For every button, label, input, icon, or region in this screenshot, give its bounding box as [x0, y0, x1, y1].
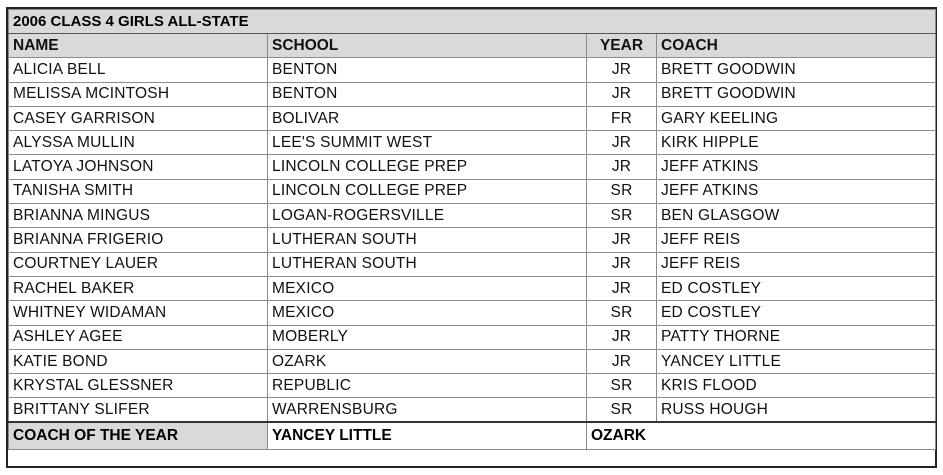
cell-year: FR	[587, 106, 657, 130]
cell-year: JR	[587, 131, 657, 155]
cell-coach: BEN GLASGOW	[657, 204, 936, 228]
table-title: 2006 CLASS 4 GIRLS ALL-STATE	[9, 10, 936, 34]
cell-coach: JEFF REIS	[657, 252, 936, 276]
cell-year: JR	[587, 82, 657, 106]
cell-year: JR	[587, 58, 657, 82]
cell-name: CASEY GARRISON	[9, 106, 268, 130]
cell-name: RACHEL BAKER	[9, 276, 268, 300]
cell-coach: YANCEY LITTLE	[657, 349, 936, 373]
table-row	[9, 325, 936, 349]
cell-name: KRYSTAL GLESSNER	[9, 374, 268, 398]
table-row	[9, 106, 936, 130]
cell-name: MELISSA MCINTOSH	[9, 82, 268, 106]
table-row	[9, 228, 936, 252]
cell-coach: JEFF REIS	[657, 228, 936, 252]
cell-school: LEE'S SUMMIT WEST	[268, 131, 587, 155]
cell-year: SR	[587, 179, 657, 203]
coach-of-year-label: COACH OF THE YEAR	[9, 422, 268, 449]
table-row	[9, 179, 936, 203]
cell-coach: JEFF ATKINS	[657, 155, 936, 179]
cell-year: JR	[587, 155, 657, 179]
cell-name: COURTNEY LAUER	[9, 252, 268, 276]
cell-school: MEXICO	[268, 301, 587, 325]
cell-year: JR	[587, 349, 657, 373]
table-row	[9, 58, 936, 82]
cell-year: SR	[587, 204, 657, 228]
cell-school: LOGAN-ROGERSVILLE	[268, 204, 587, 228]
cell-year: JR	[587, 276, 657, 300]
table-row	[9, 131, 936, 155]
cell-name: BRIANNA MINGUS	[9, 204, 268, 228]
cell-name: LATOYA JOHNSON	[9, 155, 268, 179]
cell-coach: ED COSTLEY	[657, 276, 936, 300]
header-row	[9, 34, 936, 58]
coach-of-year-row	[9, 422, 936, 449]
table-row	[9, 301, 936, 325]
table-row	[9, 155, 936, 179]
cell-coach: BRETT GOODWIN	[657, 82, 936, 106]
cell-coach: GARY KEELING	[657, 106, 936, 130]
cell-coach: KRIS FLOOD	[657, 374, 936, 398]
cell-year: JR	[587, 252, 657, 276]
all-state-table	[8, 9, 936, 450]
cell-coach: KIRK HIPPLE	[657, 131, 936, 155]
cell-school: LUTHERAN SOUTH	[268, 252, 587, 276]
table-row	[9, 349, 936, 373]
cell-year: JR	[587, 325, 657, 349]
cell-year: SR	[587, 398, 657, 422]
cell-name: WHITNEY WIDAMAN	[9, 301, 268, 325]
header-year: YEAR	[587, 34, 657, 58]
cell-school: BENTON	[268, 82, 587, 106]
cell-school: LINCOLN COLLEGE PREP	[268, 155, 587, 179]
cell-name: BRITTANY SLIFER	[9, 398, 268, 422]
header-name: NAME	[9, 34, 268, 58]
cell-school: MOBERLY	[268, 325, 587, 349]
table-row	[9, 82, 936, 106]
cell-name: BRIANNA FRIGERIO	[9, 228, 268, 252]
cell-school: BOLIVAR	[268, 106, 587, 130]
table-row	[9, 374, 936, 398]
cell-coach: PATTY THORNE	[657, 325, 936, 349]
cell-name: ALICIA BELL	[9, 58, 268, 82]
cell-name: ASHLEY AGEE	[9, 325, 268, 349]
cell-name: KATIE BOND	[9, 349, 268, 373]
table-row	[9, 398, 936, 422]
table-row	[9, 276, 936, 300]
cell-year: SR	[587, 374, 657, 398]
cell-school: BENTON	[268, 58, 587, 82]
cell-coach: JEFF ATKINS	[657, 179, 936, 203]
coach-of-year-name: YANCEY LITTLE	[268, 422, 587, 449]
cell-coach: ED COSTLEY	[657, 301, 936, 325]
table-row	[9, 252, 936, 276]
cell-year: SR	[587, 301, 657, 325]
cell-school: MEXICO	[268, 276, 587, 300]
cell-name: ALYSSA MULLIN	[9, 131, 268, 155]
cell-name: TANISHA SMITH	[9, 179, 268, 203]
cell-school: OZARK	[268, 349, 587, 373]
header-school: SCHOOL	[268, 34, 587, 58]
coach-of-year-school: OZARK	[587, 422, 936, 449]
cell-coach: RUSS HOUGH	[657, 398, 936, 422]
cell-school: LUTHERAN SOUTH	[268, 228, 587, 252]
table-title-row	[9, 10, 936, 34]
cell-school: REPUBLIC	[268, 374, 587, 398]
table-row	[9, 204, 936, 228]
cell-school: WARRENSBURG	[268, 398, 587, 422]
header-coach: COACH	[657, 34, 936, 58]
all-state-table-container	[6, 7, 937, 468]
cell-year: JR	[587, 228, 657, 252]
cell-school: LINCOLN COLLEGE PREP	[268, 179, 587, 203]
cell-coach: BRETT GOODWIN	[657, 58, 936, 82]
